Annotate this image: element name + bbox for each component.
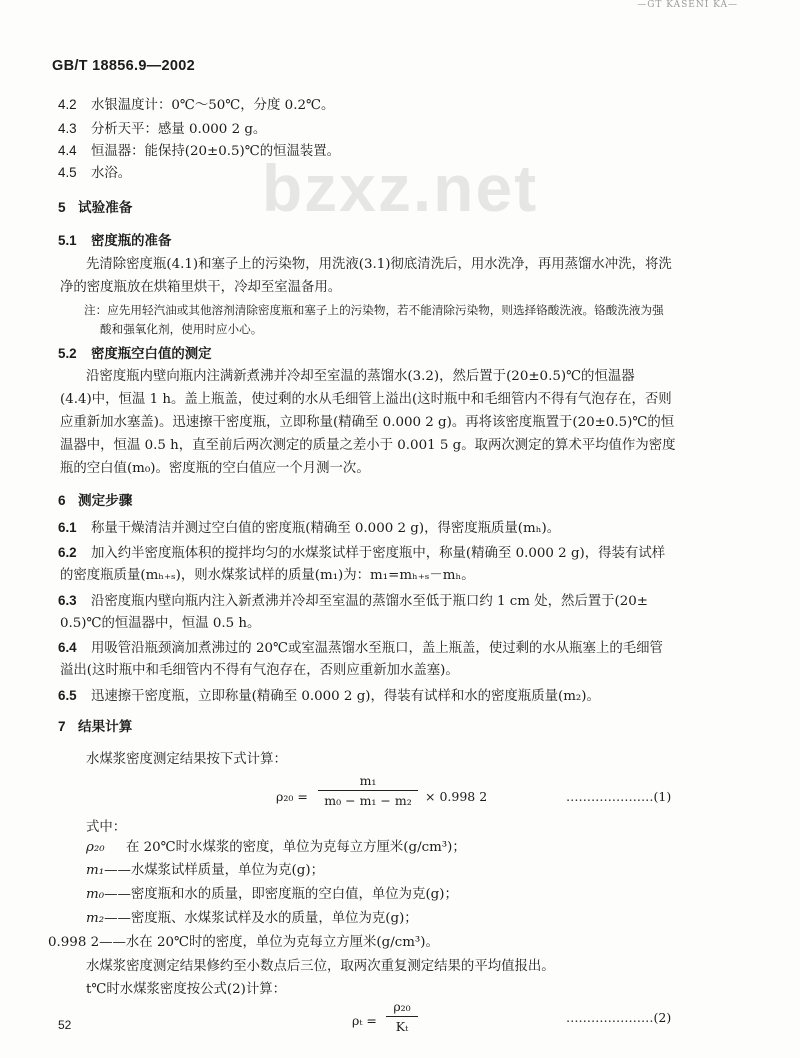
formula-2-fraction <box>386 999 418 1034</box>
body-line: 0.5)℃的恒温器中，恒温 0.5 h。 <box>60 616 261 631</box>
formula-2-lhs: ρₜ = <box>352 1013 377 1028</box>
clause-4-3: 4.3 分析天平：感量 0.000 2 g。 <box>58 121 267 137</box>
formula-1-lhs: ρ₂₀ = <box>276 789 308 804</box>
var-m1: m₁——水煤浆试样质量，单位为克(g)； <box>86 863 324 878</box>
body-line: 溢出(这时瓶中和毛细管内不得有气泡存在，否则应重新加水盖塞)。 <box>60 663 459 678</box>
clause-6-3: 6.3 沿密度瓶内壁向瓶内注入新煮沸并冷却至室温的蒸馏水至低于瓶口约 1 cm 处，然后置于(20± <box>58 593 649 609</box>
var-m2: m₂——密度瓶、水煤浆试样及水的质量，单位为克(g)； <box>86 911 418 926</box>
var-m0: m₀——密度瓶和水的质量，即密度瓶的空白值，单位为克(g)； <box>86 887 458 902</box>
body-line: 先清除密度瓶(4.1)和塞子上的污染物，用洗液(3.1)彻底清洗后，用水洗净，再用蒸馏水冲洗，将洗 <box>86 257 672 272</box>
var-rho20: ρ₂₀ 在 20℃时水煤浆的密度，单位为克每立方厘米(g/cm³)； <box>86 840 466 855</box>
fraction-bar <box>318 790 418 791</box>
standard-number: GB/T 18856.9—2002 <box>52 58 195 74</box>
body-line: 水煤浆密度测定结果按下式计算： <box>86 752 287 767</box>
body-line: 温器中，恒温 0.5 h，直至前后两次测定的质量之差小于 0.001 5 g。取两次测定的算术平均值作为密度 <box>60 438 676 453</box>
page-number: 52 <box>58 1018 72 1032</box>
note-line: 注：应先用轻汽油或其他溶剂清除密度瓶和塞子上的污染物，若不能清除污染物，则选择铬酸洗液。铬酸洗液为强 <box>84 303 664 317</box>
fraction-bar <box>386 1016 418 1017</box>
body-line: 净的密度瓶放在烘箱里烘干，冷却至室温备用。 <box>60 280 342 295</box>
body-line: 应重新加水塞盖)。迅速擦干密度瓶，立即称量(精确至 0.000 2 g)。再将该密度瓶置于(20±0.5)℃的恒 <box>60 415 675 430</box>
clause-4-5: 4.5 水浴。 <box>58 165 132 181</box>
body-line: 瓶的空白值(m₀)。密度瓶的空白值应一个月测一次。 <box>60 461 370 476</box>
clause-6-4: 6.4 用吸管沿瓶颈滴加煮沸过的 20℃或室温蒸馏水至瓶口，盖上瓶盖，使过剩的水从瓶塞上的毛细管 <box>58 640 663 656</box>
body-line: (4.4)中，恒温 1 h。盖上瓶盖，使过剩的水从毛细管上溢出(这时瓶中和毛细管内不得有气泡存在，否则 <box>60 392 672 407</box>
watermark: bzxz.net <box>261 151 539 225</box>
formula-2-numerator: ρ₂₀ <box>393 999 411 1014</box>
formula-1-number: …………………(1) <box>566 789 672 804</box>
note-line: 酸和强氧化剂，使用时应小心。 <box>100 322 263 336</box>
formula-1-denominator: m₀ − m₁ − m₂ <box>324 793 412 808</box>
formula-1-fraction <box>318 773 418 808</box>
clause-4-2: 4.2 水银温度计：0℃～50℃，分度 0.2℃。 <box>58 97 335 113</box>
section-5-heading: 5 试验准备 <box>58 200 133 216</box>
clause-6-2: 6.2 加入约半密度瓶体积的搅拌均匀的水煤浆试样于密度瓶中，称量(精确至 0.000 2 g)，得装有试样 <box>58 545 666 561</box>
formula-2-denominator: Kₜ <box>395 1019 409 1034</box>
var-water-density: 0.998 2——水在 20℃时的密度，单位为克每立方厘米(g/cm³)。 <box>48 935 439 950</box>
where-label: 式中： <box>86 820 127 835</box>
section-6-heading: 6 测定步骤 <box>58 493 133 509</box>
body-line: 水煤浆密度测定结果修约至小数点后三位，取两次重复测定结果的平均值报出。 <box>86 959 555 974</box>
section-5-2-heading: 5.2 密度瓶空白值的测定 <box>58 346 212 362</box>
top-margin-mark: —GT KASÉNI KA— <box>637 0 738 10</box>
body-line: 沿密度瓶内壁向瓶内注满新煮沸并冷却至室温的蒸馏水(3.2)，然后置于(20±0.5)℃的恒温器 <box>86 369 635 384</box>
clause-4-4: 4.4 恒温器：能保持(20±0.5)℃的恒温装置。 <box>58 143 341 159</box>
body-line: 的密度瓶质量(mₕ₊ₛ)，则水煤浆试样的质量(m₁)为：m₁=mₕ₊ₛ－mₕ。 <box>60 568 475 583</box>
formula-1-numerator: m₁ <box>359 773 377 788</box>
section-5-1-heading: 5.1 密度瓶的准备 <box>58 233 172 249</box>
formula-1-factor: × 0.998 2 <box>425 789 488 804</box>
clause-6-5: 6.5 迅速擦干密度瓶，立即称量(精确至 0.000 2 g)，得装有试样和水的密度瓶质量(m₂)。 <box>58 688 600 704</box>
formula-2-number: …………………(2) <box>566 1010 672 1025</box>
clause-6-1: 6.1 称量干燥清洁并测过空白值的密度瓶(精确至 0.000 2 g)，得密度瓶质量(mₕ)。 <box>58 520 561 536</box>
section-7-heading: 7 结果计算 <box>58 719 133 735</box>
body-line: t℃时水煤浆密度按公式(2)计算： <box>86 982 287 997</box>
